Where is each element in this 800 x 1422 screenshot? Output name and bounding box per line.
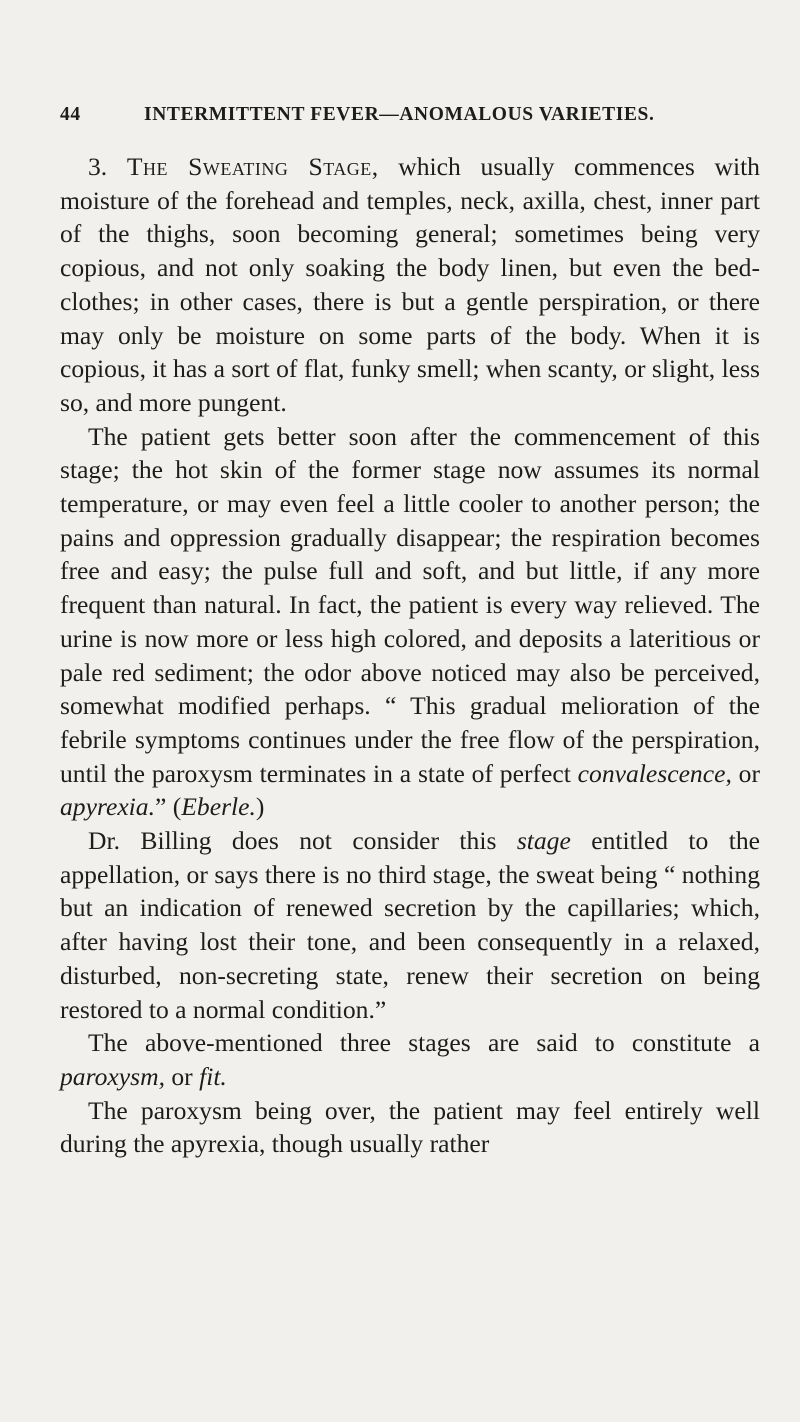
stage-heading: The Sweating Stage,	[126, 152, 379, 181]
paragraph-text: which usually commences with moisture of the forehead and temples, neck, axilla, chest, inner part of the thighs, soon becoming general; sometimes being very copious, and not only soaking the body linen, but even the bed-clothes; in other cases, there is but a gentle perspiration, or there may only be moisture on some parts of the body. When it is copious, it has a sort of flat, funky smell; when scanty, or slight, less so, and more pungent.	[60, 152, 760, 417]
running-head	[60, 104, 760, 134]
paragraph-text: The paroxysm being over, the patient may feel entirely well during the apyrexia, though usually rather	[60, 1095, 760, 1159]
paragraph-text: or	[731, 758, 761, 788]
paragraph-text: or	[164, 1061, 200, 1091]
italic-term: fit.	[199, 1061, 227, 1091]
paragraph-three-stages	[60, 1026, 760, 1093]
italic-term: paroxysm,	[60, 1061, 165, 1091]
paragraph-patient-better	[60, 420, 760, 824]
paragraph-text: The above-mentioned three stages are said to constitute a	[88, 1028, 760, 1058]
stage-number: 3.	[88, 152, 108, 181]
citation: Eberle.	[181, 792, 256, 822]
paragraph-text: entitled to the appellation, or says there is no third stage, the sweat being “ nothing but an indication of renewed secretion by the capillaries; which, after having lost their tone, and been consequently in a relaxed, disturbed, non-secreting state, renew their secretion on being restored to a normal condition.”	[60, 826, 760, 1024]
italic-term: stage	[516, 826, 571, 856]
italic-term: apyrexia.	[60, 792, 155, 822]
paragraph-text: )	[255, 792, 265, 822]
italic-term: convalescence,	[577, 758, 732, 788]
body-text	[60, 150, 760, 1161]
paragraph-text: Dr. Billing does not consider this	[88, 826, 517, 856]
running-title: INTERMITTENT FEVER—ANOMALOUS VARIETIES.	[144, 104, 655, 125]
paragraph-text: ” (	[155, 792, 182, 822]
paragraph-sweating-stage	[60, 150, 760, 420]
paragraph-dr-billing	[60, 824, 760, 1026]
paragraph-paroxysm-over	[60, 1094, 760, 1161]
page-number: 44	[60, 104, 81, 125]
paragraph-text: The patient gets better soon after the commencement of this stage; the hot skin of the former stage now assumes its normal temperature, or may even feel a little cooler to another person; the pains and oppression gradually disappear; the respiration becomes free and easy; the pulse full and soft, and but little, if any more frequent than natural. In fact, the patient is every way relieved. The urine is now more or less high colored, and deposits a lateritious or pale red sediment; the odor above noticed may also be perceived, somewhat modified perhaps. “ This gradual melioration of the febrile symptoms continues under the free flow of the perspiration, until the paroxysm terminates in a state of perfect	[60, 421, 760, 788]
